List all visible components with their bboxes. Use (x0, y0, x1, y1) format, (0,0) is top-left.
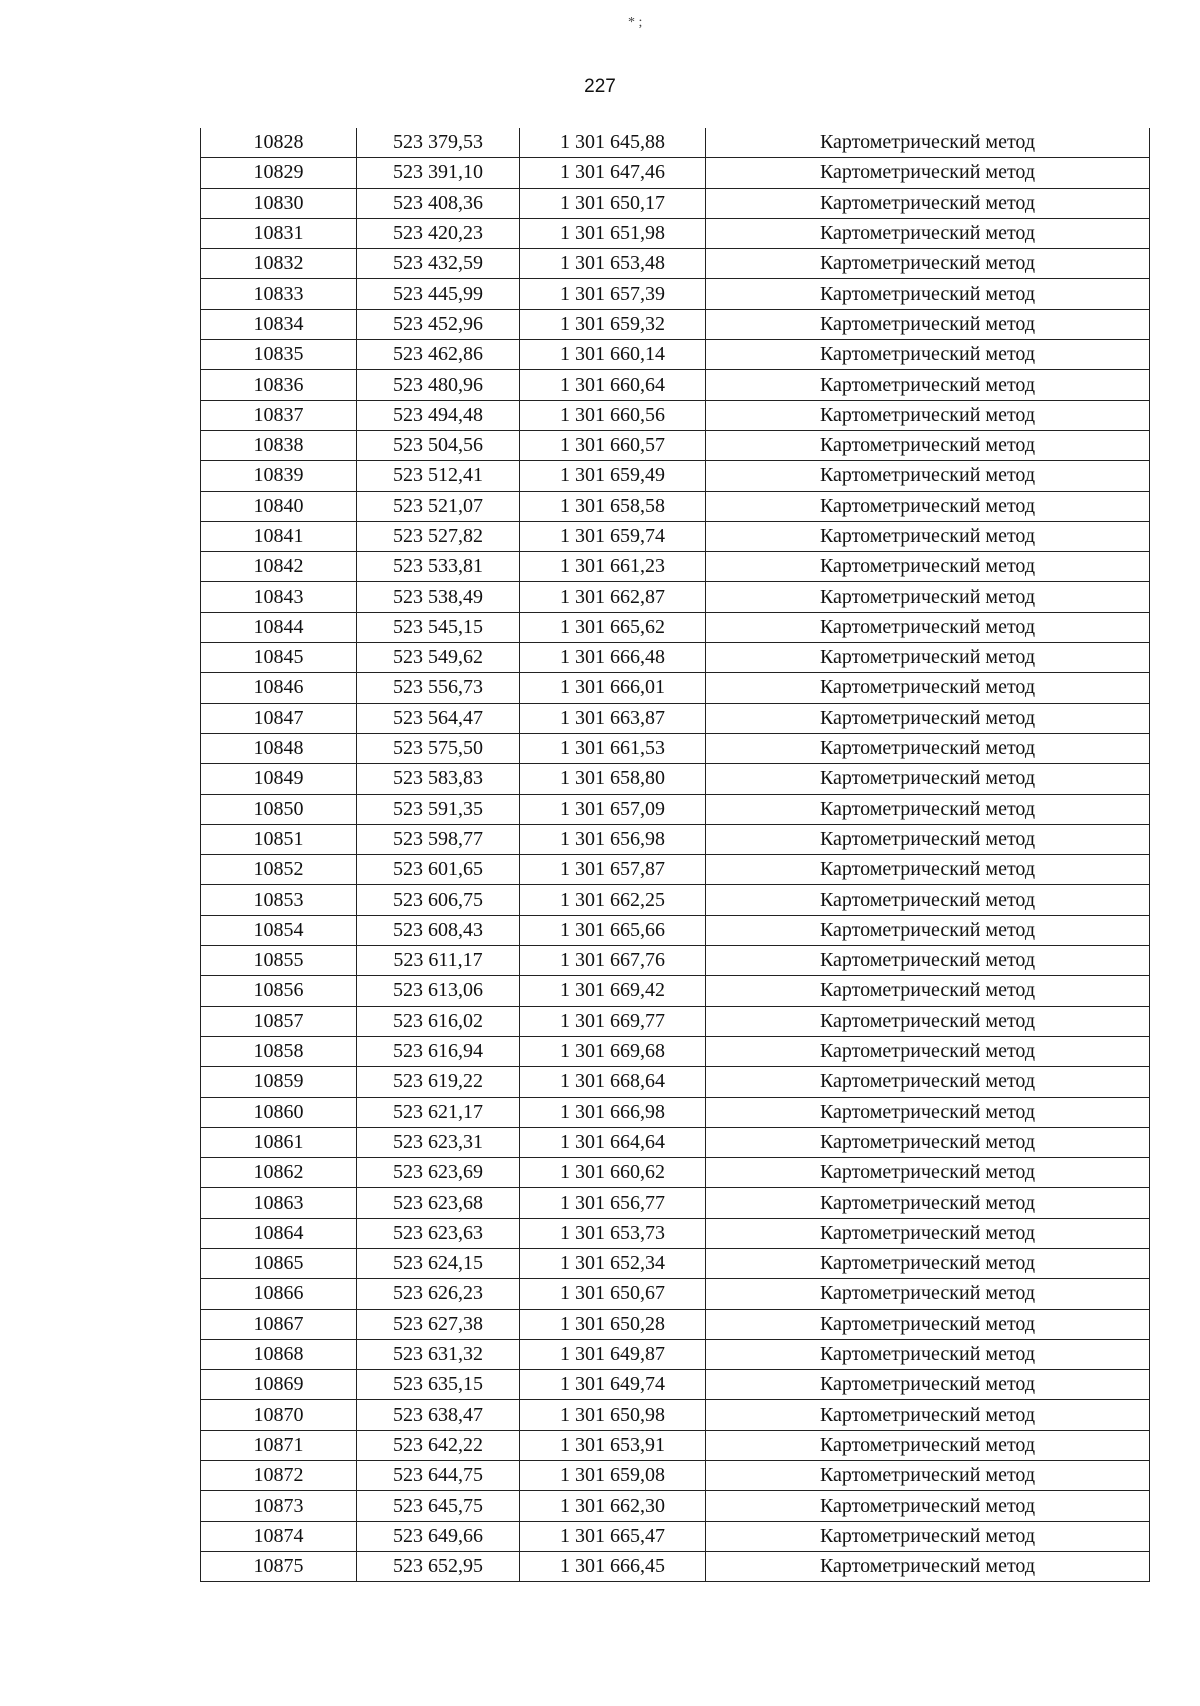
y-coordinate-cell: 1 301 650,67 (520, 1279, 706, 1309)
method-cell: Картометрический метод (706, 733, 1150, 763)
table-row (201, 1521, 1150, 1551)
point-number-cell: 10866 (201, 1279, 357, 1309)
y-coordinate-cell: 1 301 650,17 (520, 188, 706, 218)
table-row (201, 128, 1150, 158)
table-row (201, 1400, 1150, 1430)
y-coordinate-cell: 1 301 665,66 (520, 915, 706, 945)
point-number-cell: 10854 (201, 915, 357, 945)
method-cell: Картометрический метод (706, 1339, 1150, 1369)
x-coordinate-cell: 523 549,62 (357, 643, 520, 673)
table-row (201, 1309, 1150, 1339)
method-cell: Картометрический метод (706, 491, 1150, 521)
y-coordinate-cell: 1 301 663,87 (520, 703, 706, 733)
table-row (201, 824, 1150, 854)
method-cell: Картометрический метод (706, 1279, 1150, 1309)
method-cell: Картометрический метод (706, 885, 1150, 915)
x-coordinate-cell: 523 494,48 (357, 400, 520, 430)
table-row (201, 521, 1150, 551)
table-row (201, 1370, 1150, 1400)
point-number-cell: 10849 (201, 764, 357, 794)
table-row (201, 188, 1150, 218)
point-number-cell: 10841 (201, 521, 357, 551)
y-coordinate-cell: 1 301 660,57 (520, 430, 706, 460)
x-coordinate-cell: 523 613,06 (357, 976, 520, 1006)
point-number-cell: 10842 (201, 552, 357, 582)
x-coordinate-cell: 523 533,81 (357, 552, 520, 582)
y-coordinate-cell: 1 301 662,25 (520, 885, 706, 915)
y-coordinate-cell: 1 301 651,98 (520, 218, 706, 248)
y-coordinate-cell: 1 301 662,87 (520, 582, 706, 612)
point-number-cell: 10859 (201, 1067, 357, 1097)
method-cell: Картометрический метод (706, 1158, 1150, 1188)
y-coordinate-cell: 1 301 669,68 (520, 1036, 706, 1066)
table-row (201, 1127, 1150, 1157)
x-coordinate-cell: 523 644,75 (357, 1461, 520, 1491)
point-number-cell: 10862 (201, 1158, 357, 1188)
table-row (201, 552, 1150, 582)
x-coordinate-cell: 523 462,86 (357, 340, 520, 370)
y-coordinate-cell: 1 301 668,64 (520, 1067, 706, 1097)
y-coordinate-cell: 1 301 657,87 (520, 855, 706, 885)
x-coordinate-cell: 523 635,15 (357, 1370, 520, 1400)
x-coordinate-cell: 523 564,47 (357, 703, 520, 733)
y-coordinate-cell: 1 301 649,74 (520, 1370, 706, 1400)
method-cell: Картометрический метод (706, 1309, 1150, 1339)
x-coordinate-cell: 523 538,49 (357, 582, 520, 612)
table-row (201, 1279, 1150, 1309)
y-coordinate-cell: 1 301 666,45 (520, 1551, 706, 1581)
method-cell: Картометрический метод (706, 461, 1150, 491)
x-coordinate-cell: 523 624,15 (357, 1248, 520, 1278)
y-coordinate-cell: 1 301 665,62 (520, 612, 706, 642)
page-number: 227 (584, 76, 616, 97)
x-coordinate-cell: 523 623,63 (357, 1218, 520, 1248)
point-number-cell: 10835 (201, 340, 357, 370)
method-cell: Картометрический метод (706, 915, 1150, 945)
point-number-cell: 10856 (201, 976, 357, 1006)
x-coordinate-cell: 523 504,56 (357, 430, 520, 460)
x-coordinate-cell: 523 598,77 (357, 824, 520, 854)
x-coordinate-cell: 523 623,68 (357, 1188, 520, 1218)
x-coordinate-cell: 523 527,82 (357, 521, 520, 551)
x-coordinate-cell: 523 611,17 (357, 946, 520, 976)
point-number-cell: 10867 (201, 1309, 357, 1339)
y-coordinate-cell: 1 301 653,73 (520, 1218, 706, 1248)
point-number-cell: 10864 (201, 1218, 357, 1248)
y-coordinate-cell: 1 301 669,77 (520, 1006, 706, 1036)
y-coordinate-cell: 1 301 657,39 (520, 279, 706, 309)
table-row (201, 612, 1150, 642)
y-coordinate-cell: 1 301 656,98 (520, 824, 706, 854)
y-coordinate-cell: 1 301 667,76 (520, 946, 706, 976)
y-coordinate-cell: 1 301 659,32 (520, 309, 706, 339)
y-coordinate-cell: 1 301 657,09 (520, 794, 706, 824)
table-row (201, 400, 1150, 430)
table-row (201, 491, 1150, 521)
table-row (201, 1491, 1150, 1521)
x-coordinate-cell: 523 601,65 (357, 855, 520, 885)
y-coordinate-cell: 1 301 666,98 (520, 1097, 706, 1127)
table-row (201, 309, 1150, 339)
point-number-cell: 10860 (201, 1097, 357, 1127)
method-cell: Картометрический метод (706, 703, 1150, 733)
point-number-cell: 10833 (201, 279, 357, 309)
table-row (201, 340, 1150, 370)
point-number-cell: 10874 (201, 1521, 357, 1551)
table-row (201, 430, 1150, 460)
table-row (201, 1006, 1150, 1036)
y-coordinate-cell: 1 301 652,34 (520, 1248, 706, 1278)
method-cell: Картометрический метод (706, 582, 1150, 612)
point-number-cell: 10845 (201, 643, 357, 673)
x-coordinate-cell: 523 649,66 (357, 1521, 520, 1551)
point-number-cell: 10855 (201, 946, 357, 976)
x-coordinate-cell: 523 652,95 (357, 1551, 520, 1581)
y-coordinate-cell: 1 301 653,48 (520, 249, 706, 279)
point-number-cell: 10863 (201, 1188, 357, 1218)
point-number-cell: 10832 (201, 249, 357, 279)
y-coordinate-cell: 1 301 658,58 (520, 491, 706, 521)
y-coordinate-cell: 1 301 661,53 (520, 733, 706, 763)
method-cell: Картометрический метод (706, 188, 1150, 218)
method-cell: Картометрический метод (706, 128, 1150, 158)
method-cell: Картометрический метод (706, 1097, 1150, 1127)
method-cell: Картометрический метод (706, 1006, 1150, 1036)
point-number-cell: 10829 (201, 158, 357, 188)
method-cell: Картометрический метод (706, 218, 1150, 248)
x-coordinate-cell: 523 616,02 (357, 1006, 520, 1036)
table-row (201, 158, 1150, 188)
y-coordinate-cell: 1 301 666,48 (520, 643, 706, 673)
x-coordinate-cell: 523 631,32 (357, 1339, 520, 1369)
method-cell: Картометрический метод (706, 400, 1150, 430)
y-coordinate-cell: 1 301 659,49 (520, 461, 706, 491)
point-number-cell: 10872 (201, 1461, 357, 1491)
point-number-cell: 10836 (201, 370, 357, 400)
table-row (201, 279, 1150, 309)
y-coordinate-cell: 1 301 650,98 (520, 1400, 706, 1430)
table-row (201, 582, 1150, 612)
x-coordinate-cell: 523 583,83 (357, 764, 520, 794)
method-cell: Картометрический метод (706, 309, 1150, 339)
x-coordinate-cell: 523 452,96 (357, 309, 520, 339)
point-number-cell: 10840 (201, 491, 357, 521)
y-coordinate-cell: 1 301 658,80 (520, 764, 706, 794)
method-cell: Картометрический метод (706, 249, 1150, 279)
point-number-cell: 10839 (201, 461, 357, 491)
table-row (201, 794, 1150, 824)
point-number-cell: 10873 (201, 1491, 357, 1521)
x-coordinate-cell: 523 556,73 (357, 673, 520, 703)
method-cell: Картометрический метод (706, 824, 1150, 854)
table-row (201, 915, 1150, 945)
y-coordinate-cell: 1 301 656,77 (520, 1188, 706, 1218)
x-coordinate-cell: 523 608,43 (357, 915, 520, 945)
coordinates-table (200, 128, 1150, 1582)
x-coordinate-cell: 523 621,17 (357, 1097, 520, 1127)
point-number-cell: 10852 (201, 855, 357, 885)
point-number-cell: 10843 (201, 582, 357, 612)
method-cell: Картометрический метод (706, 643, 1150, 673)
point-number-cell: 10858 (201, 1036, 357, 1066)
method-cell: Картометрический метод (706, 370, 1150, 400)
method-cell: Картометрический метод (706, 612, 1150, 642)
x-coordinate-cell: 523 627,38 (357, 1309, 520, 1339)
point-number-cell: 10857 (201, 1006, 357, 1036)
method-cell: Картометрический метод (706, 1036, 1150, 1066)
point-number-cell: 10861 (201, 1127, 357, 1157)
y-coordinate-cell: 1 301 665,47 (520, 1521, 706, 1551)
method-cell: Картометрический метод (706, 279, 1150, 309)
x-coordinate-cell: 523 512,41 (357, 461, 520, 491)
x-coordinate-cell: 523 545,15 (357, 612, 520, 642)
x-coordinate-cell: 523 606,75 (357, 885, 520, 915)
method-cell: Картометрический метод (706, 1188, 1150, 1218)
x-coordinate-cell: 523 645,75 (357, 1491, 520, 1521)
point-number-cell: 10865 (201, 1248, 357, 1278)
point-number-cell: 10870 (201, 1400, 357, 1430)
point-number-cell: 10871 (201, 1430, 357, 1460)
method-cell: Картометрический метод (706, 1400, 1150, 1430)
y-coordinate-cell: 1 301 647,46 (520, 158, 706, 188)
x-coordinate-cell: 523 616,94 (357, 1036, 520, 1066)
table-row (201, 1067, 1150, 1097)
x-coordinate-cell: 523 591,35 (357, 794, 520, 824)
method-cell: Картометрический метод (706, 552, 1150, 582)
y-coordinate-cell: 1 301 660,14 (520, 340, 706, 370)
table-row (201, 976, 1150, 1006)
x-coordinate-cell: 523 480,96 (357, 370, 520, 400)
x-coordinate-cell: 523 619,22 (357, 1067, 520, 1097)
table-row (201, 1218, 1150, 1248)
table-row (201, 855, 1150, 885)
table-row (201, 703, 1150, 733)
scan-mark: * ; (628, 15, 643, 30)
y-coordinate-cell: 1 301 645,88 (520, 128, 706, 158)
method-cell: Картометрический метод (706, 976, 1150, 1006)
y-coordinate-cell: 1 301 664,64 (520, 1127, 706, 1157)
method-cell: Картометрический метод (706, 673, 1150, 703)
table-row (201, 1097, 1150, 1127)
method-cell: Картометрический метод (706, 1248, 1150, 1278)
x-coordinate-cell: 523 623,31 (357, 1127, 520, 1157)
point-number-cell: 10847 (201, 703, 357, 733)
method-cell: Картометрический метод (706, 1370, 1150, 1400)
method-cell: Картометрический метод (706, 158, 1150, 188)
y-coordinate-cell: 1 301 661,23 (520, 552, 706, 582)
x-coordinate-cell: 523 432,59 (357, 249, 520, 279)
x-coordinate-cell: 523 575,50 (357, 733, 520, 763)
x-coordinate-cell: 523 420,23 (357, 218, 520, 248)
method-cell: Картометрический метод (706, 430, 1150, 460)
table-row (201, 1036, 1150, 1066)
table-row (201, 218, 1150, 248)
x-coordinate-cell: 523 391,10 (357, 158, 520, 188)
table-row (201, 885, 1150, 915)
y-coordinate-cell: 1 301 662,30 (520, 1491, 706, 1521)
point-number-cell: 10837 (201, 400, 357, 430)
point-number-cell: 10838 (201, 430, 357, 460)
point-number-cell: 10868 (201, 1339, 357, 1369)
table-row (201, 249, 1150, 279)
method-cell: Картометрический метод (706, 1218, 1150, 1248)
method-cell: Картометрический метод (706, 855, 1150, 885)
y-coordinate-cell: 1 301 650,28 (520, 1309, 706, 1339)
y-coordinate-cell: 1 301 669,42 (520, 976, 706, 1006)
method-cell: Картометрический метод (706, 1491, 1150, 1521)
y-coordinate-cell: 1 301 659,74 (520, 521, 706, 551)
table-row (201, 370, 1150, 400)
point-number-cell: 10853 (201, 885, 357, 915)
method-cell: Картометрический метод (706, 1127, 1150, 1157)
point-number-cell: 10830 (201, 188, 357, 218)
method-cell: Картометрический метод (706, 1521, 1150, 1551)
y-coordinate-cell: 1 301 660,62 (520, 1158, 706, 1188)
y-coordinate-cell: 1 301 660,56 (520, 400, 706, 430)
method-cell: Картометрический метод (706, 340, 1150, 370)
method-cell: Картометрический метод (706, 946, 1150, 976)
y-coordinate-cell: 1 301 666,01 (520, 673, 706, 703)
method-cell: Картометрический метод (706, 794, 1150, 824)
point-number-cell: 10846 (201, 673, 357, 703)
x-coordinate-cell: 523 642,22 (357, 1430, 520, 1460)
x-coordinate-cell: 523 445,99 (357, 279, 520, 309)
x-coordinate-cell: 523 379,53 (357, 128, 520, 158)
method-cell: Картометрический метод (706, 1430, 1150, 1460)
point-number-cell: 10831 (201, 218, 357, 248)
y-coordinate-cell: 1 301 659,08 (520, 1461, 706, 1491)
table-row (201, 1188, 1150, 1218)
x-coordinate-cell: 523 623,69 (357, 1158, 520, 1188)
table-row (201, 1430, 1150, 1460)
point-number-cell: 10828 (201, 128, 357, 158)
y-coordinate-cell: 1 301 660,64 (520, 370, 706, 400)
y-coordinate-cell: 1 301 653,91 (520, 1430, 706, 1460)
table-row (201, 643, 1150, 673)
table-row (201, 946, 1150, 976)
method-cell: Картометрический метод (706, 1461, 1150, 1491)
point-number-cell: 10834 (201, 309, 357, 339)
table-row (201, 1248, 1150, 1278)
x-coordinate-cell: 523 626,23 (357, 1279, 520, 1309)
point-number-cell: 10844 (201, 612, 357, 642)
table-row (201, 1461, 1150, 1491)
method-cell: Картометрический метод (706, 1551, 1150, 1581)
table-row (201, 733, 1150, 763)
point-number-cell: 10848 (201, 733, 357, 763)
y-coordinate-cell: 1 301 649,87 (520, 1339, 706, 1369)
point-number-cell: 10875 (201, 1551, 357, 1581)
point-number-cell: 10869 (201, 1370, 357, 1400)
point-number-cell: 10851 (201, 824, 357, 854)
table-row (201, 1339, 1150, 1369)
table-row (201, 764, 1150, 794)
table-row (201, 673, 1150, 703)
table-row (201, 1158, 1150, 1188)
table-row (201, 461, 1150, 491)
table-row (201, 1551, 1150, 1581)
coordinates-table-body (201, 128, 1150, 1582)
x-coordinate-cell: 523 521,07 (357, 491, 520, 521)
method-cell: Картометрический метод (706, 521, 1150, 551)
x-coordinate-cell: 523 638,47 (357, 1400, 520, 1430)
x-coordinate-cell: 523 408,36 (357, 188, 520, 218)
method-cell: Картометрический метод (706, 1067, 1150, 1097)
point-number-cell: 10850 (201, 794, 357, 824)
method-cell: Картометрический метод (706, 764, 1150, 794)
